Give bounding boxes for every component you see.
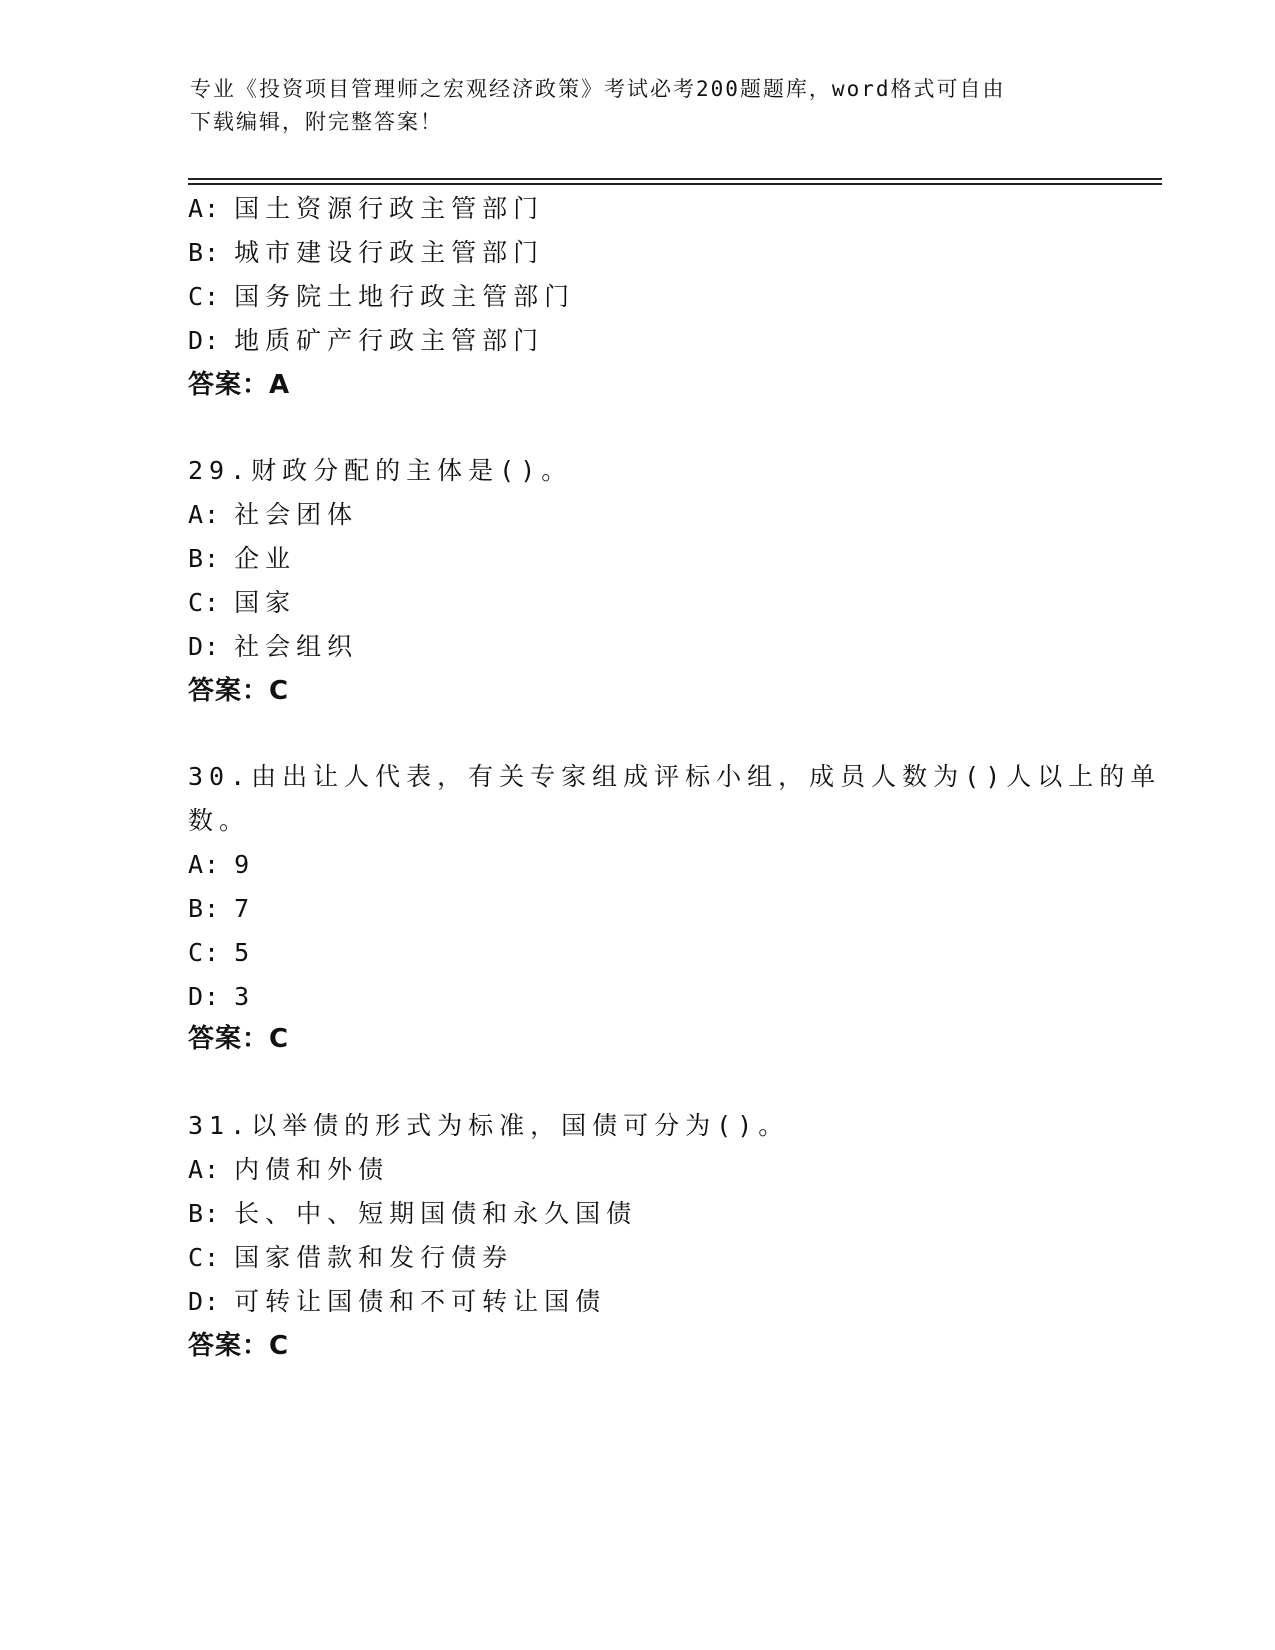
q30-option-d: D: 3 (188, 982, 256, 1011)
q31-option-c: C: 国家借款和发行债券 (188, 1243, 514, 1272)
q30-option-a: A: 9 (188, 850, 256, 879)
q30-answer: 答案：C (188, 1024, 290, 1054)
q28-answer: 答案：A (188, 370, 291, 400)
header-line-1: 专业《投资项目管理师之宏观经济政策》考试必考200题题库，word格式可自由 (190, 77, 1006, 101)
q31-option-b: B: 长、中、短期国债和永久国债 (188, 1199, 638, 1228)
header-divider-top (188, 178, 1162, 180)
q31-question: 31.以举债的形式为标准，国债可分为()。 (188, 1111, 790, 1140)
q30-option-b: B: 7 (188, 894, 256, 923)
q30-question-line-2: 数。 (188, 806, 251, 835)
q29-option-c: C: 国家 (188, 588, 297, 617)
q28-option-a: A: 国土资源行政主管部门 (188, 194, 545, 223)
q28-option-b: B: 城市建设行政主管部门 (188, 238, 545, 267)
q31-option-d: D: 可转让国债和不可转让国债 (188, 1287, 607, 1316)
q29-option-d: D: 社会组织 (188, 632, 359, 661)
header-line-2: 下载编辑，附完整答案！ (190, 110, 443, 134)
document-header (190, 73, 1090, 139)
q29-option-a: A: 社会团体 (188, 500, 359, 529)
q29-answer: 答案：C (188, 676, 290, 706)
q29-option-b: B: 企业 (188, 544, 297, 573)
q31-answer: 答案：C (188, 1331, 290, 1361)
q30-option-c: C: 5 (188, 938, 256, 967)
q29-question: 29.财政分配的主体是()。 (188, 456, 573, 485)
q31-option-a: A: 内债和外债 (188, 1155, 390, 1184)
header-divider-bottom (188, 183, 1162, 185)
q30-question-line-1: 30.由出让人代表，有关专家组成评标小组，成员人数为()人以上的单 (188, 762, 1162, 791)
q28-option-c: C: 国务院土地行政主管部门 (188, 282, 576, 311)
q28-option-d: D: 地质矿产行政主管部门 (188, 326, 545, 355)
